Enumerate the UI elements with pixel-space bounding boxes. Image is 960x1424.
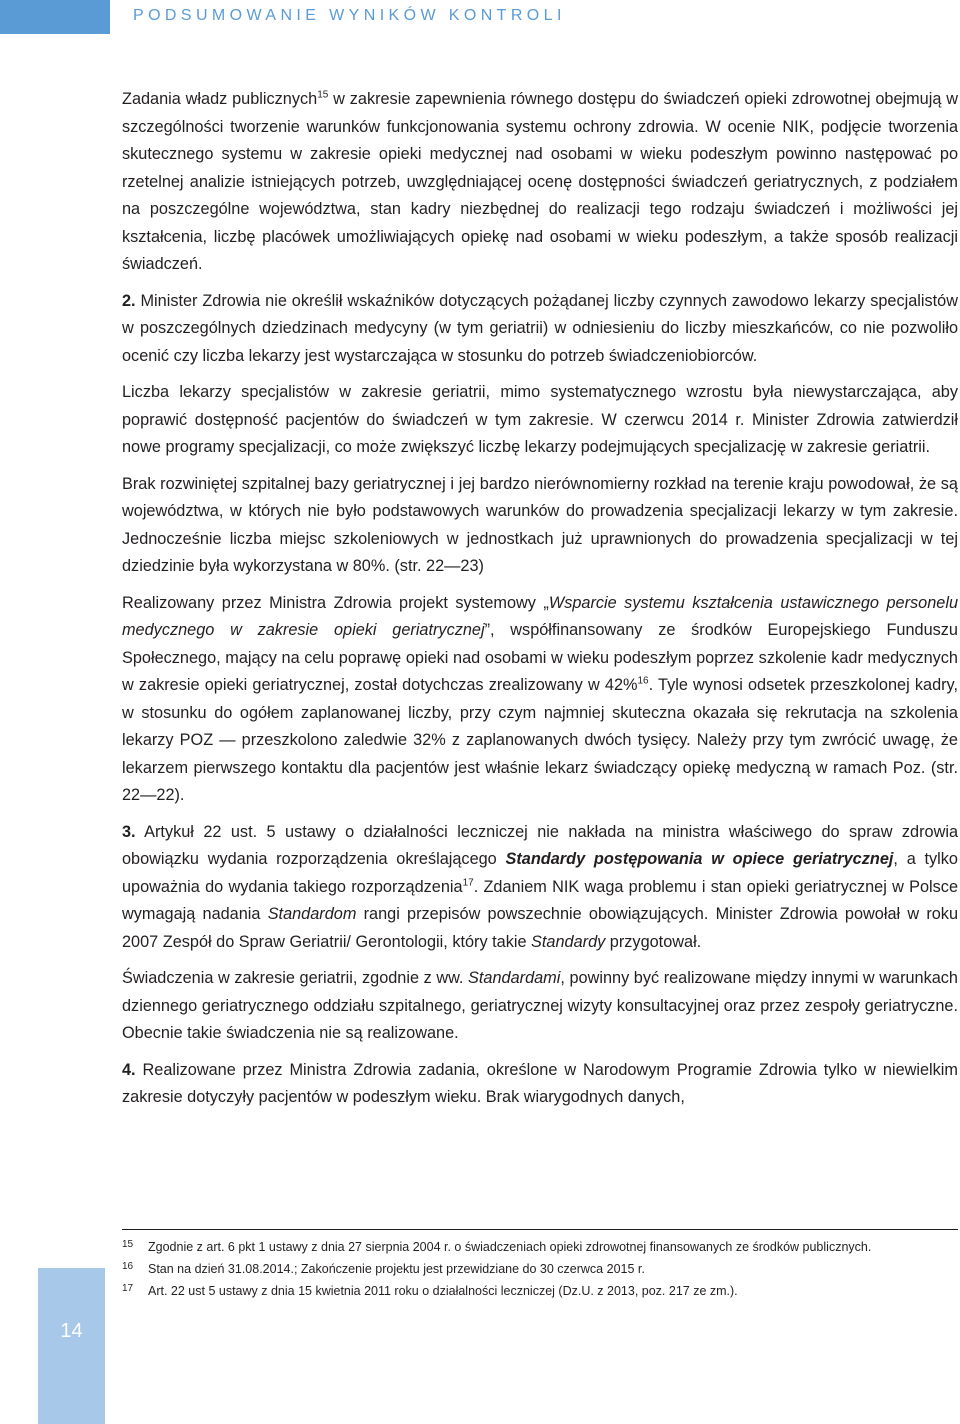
footnote-number: 16 <box>122 1261 134 1272</box>
footnote-text: Art. 22 ust 5 ustawy z dnia 15 kwietnia 2011 roku o działalności leczniczej (Dz.U. z 2013, poz. 217 ze zm.). <box>148 1284 738 1298</box>
footnote-text: Stan na dzień 31.08.2014.; Zakończenie projektu jest przewidziane do 30 czerwca 2015 r. <box>148 1262 645 1276</box>
page-number-tab <box>38 1268 105 1424</box>
footnote-number: 17 <box>122 1283 134 1294</box>
footnote-ref-15[interactable]: 15 <box>317 89 329 101</box>
footnote-ref-17[interactable]: 17 <box>462 877 474 889</box>
project-title: Wsparcie systemu kształcenia ustawicznego personelu medycznego w zakresie opieki geriatrycznej <box>122 593 958 639</box>
paragraph-3: Liczba lekarzy specjalistów w zakresie geriatrii, mimo systematycznego wzrostu była niewystarczająca, aby poprawić dostępność pacjentów do świadczeń w tym zakresie. W czerwcu 2014 r. Minister Zdrowia zatwierdził nowe programy specjalizacji, co może zwiększyć liczbę lekarzy podejmujących specjalizację w zakresie geriatrii. <box>122 383 958 456</box>
paragraph-6: 3. Artykuł 22 ust. 5 ustawy o działalności leczniczej nie nakłada na ministra właściwego do spraw zdrowia obowiązku wydania rozporządzenia określającego Standardy postępowania w opiece geriatrycznej, a tylko upoważnia do wydania takiego rozporządzenia$^{17}$. Zdaniem NIK waga problemu i stan opieki geriatrycznej w Polsce wymagają nadania Standardom rangi przepisów powszechnie obowiązujących. Minister Zdrowia powołał w roku 2007 Zespół do Spraw Geriatrii/ Gerontologii, który takie Standardy przygotował. <box>122 822 959 951</box>
footnote-17 <box>122 1283 958 1300</box>
paragraph-2: 2. Minister Zdrowia nie określił wskaźników dotyczących pożądanej liczby czynnych zawodowo lekarzy specjalistów w poszczególnych dziedzinach medycyny (w tym geriatrii) w odniesieniu do liczby mieszkańców, co nie pozwoliło ocenić czy liczba lekarzy jest wystarczająca w stosunku do potrzeb świadczeniobiorców. <box>122 291 958 365</box>
point-number: 2. <box>122 291 136 310</box>
paragraph-7: Świadczenia w zakresie geriatrii, zgodnie z ww. Standardami, powinny być realizowane między innymi w warunkach dziennego geriatrycznego oddziału szpitalnego, geriatrycznej wizyty konsultacyjnej oraz przez zespoły geriatryczne. Obecnie takie świadczenia nie są realizowane. <box>122 969 958 1042</box>
footnote-15 <box>122 1239 958 1256</box>
paragraph-5: Realizowany przez Ministra Zdrowia projekt systemowy „Wsparcie systemu kształcenia ustawicznego personelu medycznego w zakresie opieki geriatrycznej”, współfinansowany ze środków Europejskiego Funduszu Społecznego, mający na celu poprawę opieki nad osobami w wieku podeszłym poprzez szkolenie kadr medycznych w zakresie opieki geriatrycznej, został dotychczas zrealizowany w 42%$^{16}$. Tyle wynosi odsetek przeszkolonej kadry, w stosunku do ogółem zaplanowanej liczby, przy czym najmniej skuteczna okazała się rekrutacja na szkolenia lekarzy POZ — przeszkolono zaledwie 32% z zaplanowanych dwóch tysięcy. Należy przy tym zwrócić uwagę, że lekarzem pierwszego kontaktu dla pacjentów jest właśnie lekarz świadczący opiekę medyczną w ramach Poz. (str. 22—22). <box>122 593 958 804</box>
paragraph-4: Brak rozwiniętej szpitalnej bazy geriatrycznej i jej bardzo nierównomierny rozkład na terenie kraju powodował, że są województwa, w których nie było podstawowych warunków do prowadzenia specjalizacji lekarzy w tym zakresie. Jednocześnie liczba miejsc szkoleniowych w jednostkach już uprawnionych do prowadzenia specjalizacji w tej dziedzinie była wykorzystana w 80%. (str. 22—23) <box>122 474 958 575</box>
point-number: 4. <box>122 1060 136 1079</box>
footnote-text: Zgodnie z art. 6 pkt 1 ustawy z dnia 27 sierpnia 2004 r. o świadczeniach opieki zdrowotnej finansowanych ze środków publicznych. <box>148 1240 872 1254</box>
header-accent-bar <box>0 0 110 34</box>
standards-title: Standardy postępowania w opiece geriatrycznej <box>505 850 894 868</box>
paragraph-1: Zadania władz publicznych$^{15}$ w zakresie zapewnienia równego dostępu do świadczeń opieki zdrowotnej obejmują w szczególności tworzenie warunków funkcjonowania systemu ochrony zdrowia. W ocenie NIK, podjęcie tworzenia skutecznego systemu w zakresie opieki medycznej nad osobami w wieku podeszłym powinno następować po rzetelnej analizie istniejących potrzeb, uwzględniającej ocenę dostępności świadczeń geriatrycznych, z podziałem na poszczególne województwa, stan kadry niezbędnej do realizacji tego rodzaju świadczeń i możliwości jej kształcenia, liczbę placówek umożliwiających opiekę nad osobami w wieku podeszłym, a także sposób realizacji świadczeń. <box>122 89 958 273</box>
footnote-number: 15 <box>122 1239 134 1250</box>
footnote-16 <box>122 1261 958 1278</box>
footnote-ref-16[interactable]: 16 <box>637 675 649 687</box>
point-number: 3. <box>122 822 136 841</box>
paragraph-8: 4. Realizowane przez Ministra Zdrowia zadania, określone w Narodowym Programie Zdrowia tylko w niewielkim zakresie dotyczyły pacjentów w podeszłym wieku. Brak wiarygodnych danych, <box>122 1060 958 1106</box>
footnotes <box>122 1229 958 1305</box>
main-content <box>122 86 958 1121</box>
section-header-title: PODSUMOWANIE WYNIKÓW KONTROLI <box>133 7 566 24</box>
page-number: 14 <box>60 1320 83 1342</box>
